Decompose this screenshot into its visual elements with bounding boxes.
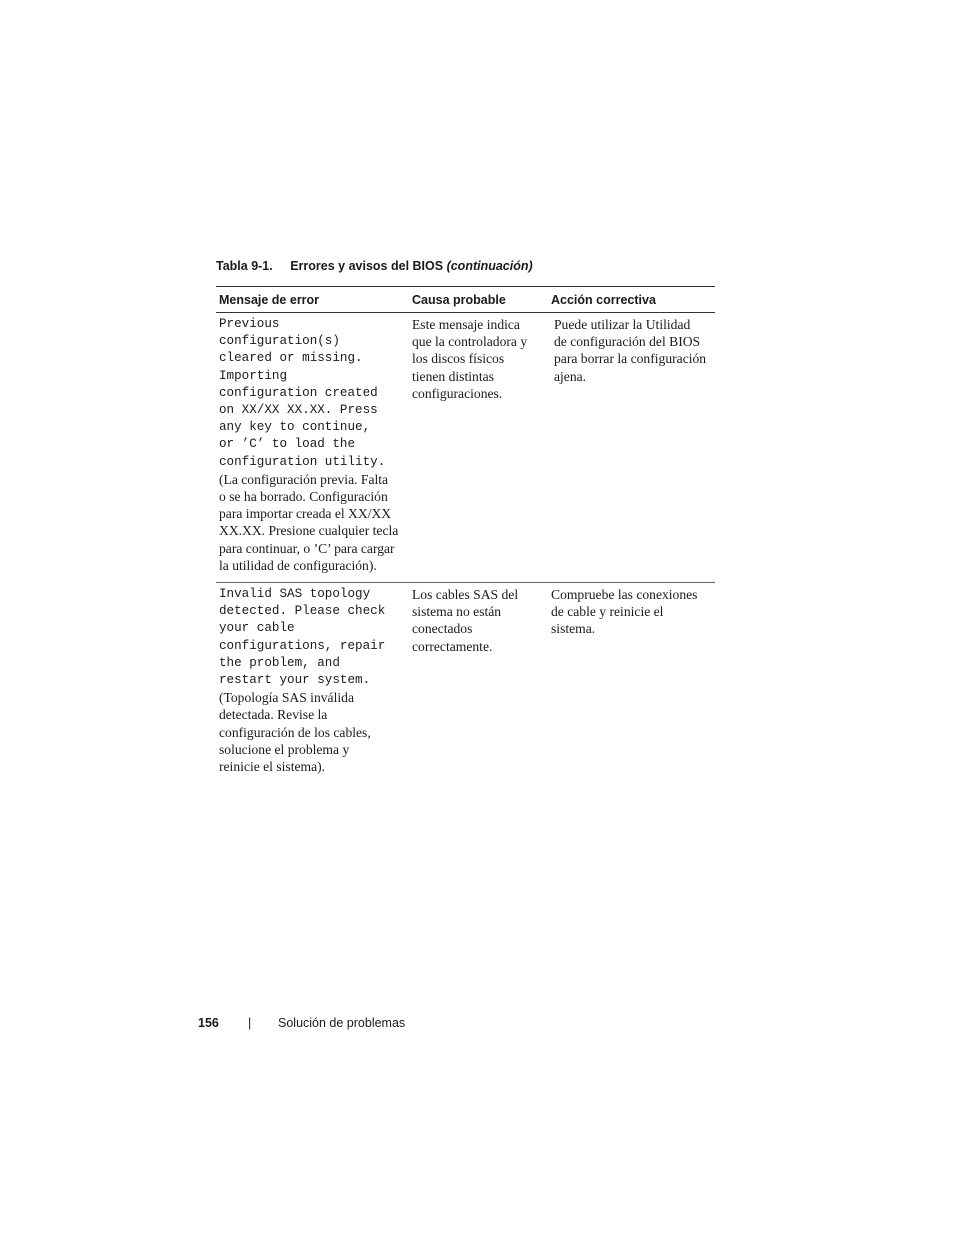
error-message-translation: (La configuración previa. Falta o se ha borrado. Configuración para importar creada el XX/XX XX.XX. Presione cualquier tecla para continuar, o ’C’ para cargar la utilidad de configuración). (219, 471, 399, 573)
corrective-action-text: Puede utilizar la Utilidad de configuración del BIOS para borrar la configuración ajena. (554, 317, 707, 384)
corrective-action-cell (548, 586, 715, 775)
error-message-cell (216, 316, 409, 574)
page-number: 156 (198, 1016, 219, 1030)
footer-section-title: Solución de problemas (278, 1016, 406, 1030)
corrective-action-cell (548, 316, 715, 574)
table-caption (216, 259, 533, 273)
table-row (216, 313, 715, 583)
header-corrective-action: Acción correctiva (551, 292, 656, 307)
error-message-translation: (Topología SAS inválida detectada. Revise la configuración de los cables, solucione el problema y reinicie el sistema). (219, 690, 371, 775)
header-probable-cause: Causa probable (412, 292, 506, 307)
probable-cause-cell (409, 586, 548, 775)
corrective-action-text: Compruebe las conexiones de cable y reinicie el sistema. (551, 587, 698, 637)
table-continuation: (continuación) (446, 259, 533, 273)
table-title: Errores y avisos del BIOS (290, 259, 444, 273)
error-message-code: Invalid SAS topology detected. Please check your cable configurations, repair the problem, and restart your system. (219, 587, 386, 688)
probable-cause-cell (409, 316, 548, 574)
table-number: Tabla 9-1. (216, 259, 273, 273)
footer-separator: | (248, 1016, 252, 1030)
table-header-row (216, 286, 715, 313)
probable-cause-text: Este mensaje indica que la controladora y los discos físicos tienen distintas configuraciones. (412, 317, 528, 401)
error-message-code: Previous configuration(s) cleared or missing. Importing configuration created on XX/XX XX.XX. Press any key to continue, or ’C’ to load the configuration utility. (219, 317, 386, 469)
probable-cause-text: Los cables SAS del sistema no están conectados correctamente. (412, 587, 519, 654)
header-error-message: Mensaje de error (219, 292, 320, 307)
error-message-cell (216, 586, 409, 775)
bios-errors-table (216, 286, 715, 783)
table-row (216, 583, 715, 783)
